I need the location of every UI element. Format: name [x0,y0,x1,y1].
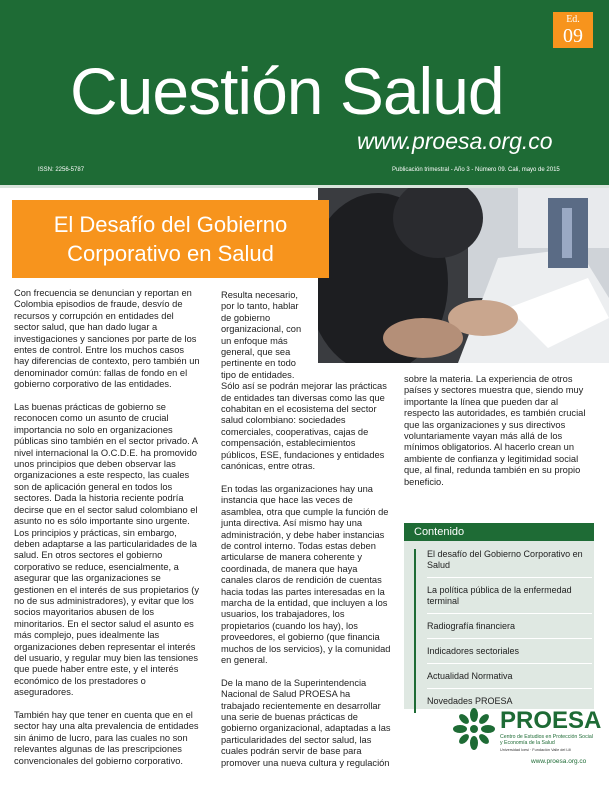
article-paragraph-continued: Sólo así se podrán mejorar las prácticas de entidades tan diversas como las que cohabitan en el ecosistema del sector salud colombiano: sociedades comerciales, cooperativas, cajas de compensación, establecimientos públicos, ESE, fundaciones y entidades canónicas, entre otras. [221,381,387,472]
contents-item[interactable]: Radiografía financiera [427,621,592,639]
logo-name: PROESA [500,707,602,734]
edition-label: Ed. [566,14,580,25]
logo-universities: Universidad Icesi · Fundación Valle del Lili [500,748,572,752]
logo-subtitle: Centro de Estudios en Protección Social y Economía de la Salud [500,734,593,746]
contents-item[interactable]: Indicadores sectoriales [427,646,592,664]
contents-item[interactable]: La política pública de la enfermedad terminal [427,585,592,614]
article-title-box [12,200,329,278]
proesa-logo-icon [452,707,496,751]
article-paragraph-narrow: Resulta necesario, por lo tanto, hablar de gobierno organizacional, con un enfoque más general, que sea pertinente en todo tipo de entidades. [221,290,302,380]
masthead-title: Cuestión Salud [70,54,504,128]
contents-item[interactable]: Actualidad Normativa [427,671,592,689]
edition-number: 09 [563,25,583,47]
masthead-banner [0,0,609,185]
edition-badge [553,12,593,48]
article-paragraph: Las buenas prácticas de gobierno se reconocen como un asunto de crucial importancia no solo en organizaciones públicas sino también en el sector privado. A nivel internacional la O.C.D.E. ha promovido unos principios que deben observar las organizaciones a este respecto, las cuales son de aplicación general en todos los sectores. Dada la historia reciente podría decirse que en el sector salud colombiano el asunto no es sólo importante sino urgente. Los principios y prácticas, sin embargo, deben adaptarse a las particularidades de la salud. En otros sectores el gobierno corporativo se reduce, esencialmente, a asegurar que las organizaciones se gestionen en el interés de sus propietarios (y no de sus administradores), y evitar que los socios mayoritarios abusen de los minoritarios. En el sector salud el asunto es más complejo, pues idealmente las organizaciones deben representar el interés del usuario, y regular muy bien las tensiones que puede haber entre este, y el interés económico de los prestadores o aseguradores. [14,402,200,698]
article-paragraph: sobre la materia. La experiencia de otros países y sectores muestra que, siendo muy importante la línea que pueden dar al respecto las autoridades, es también crucial que las organizaciones y sus directivos voluntariamente vayan más allá de los mínimos obligatorios. Al hacerlo crean un ambiente de confianza y legitimidad social que, al final, redunda también en su propio beneficio. [404,374,586,487]
contents-item[interactable]: El desafío del Gobierno Corporativo en Salud [427,549,592,578]
contents-heading: Contenido [404,523,594,541]
contents-list [414,549,594,713]
contents-item[interactable]: Novedades PROESA [427,696,513,706]
article-column-1 [14,288,201,778]
article-column-3 [404,374,594,499]
article-column-2 [221,290,391,780]
article-paragraph: En todas las organizaciones hay una instancia que hace las veces de asamblea, otra que cumple la función de junta directiva. Así mismo hay una administración, y debe haber instancias de control interno. Todas estas deben articularse de manera coherente y coordinada, de manera que haya canales claros de rendición de cuentas hacia todas las partes interesadas en la marcha de la entidad, que incluyen a los usuarios, los trabajadores, los propietarios (cuando los hay), los proveedores, el gobierno (que financia muchos de los servicios), y la comunidad en general. [221,483,391,665]
proesa-logo [452,705,602,765]
article-paragraph: Con frecuencia se denuncian y reportan en Colombia episodios de fraude, desvío de recursos y corrupción en entidades del sector salud, que han dado lugar a investigaciones y sanciones por parte de los entes de control. Entre los muchos casos hay diferencias de contexto, pero también un denominador común: fallas de fondo en el gobierno corporativo de las entidades. [14,288,200,390]
article-title: El Desafío del Gobierno Corporativo en Salud [53,212,288,266]
footer-website[interactable]: www.proesa.org.co [531,758,587,765]
masthead-website[interactable]: www.proesa.org.co [357,128,553,154]
table-of-contents [404,523,594,709]
issn: ISSN: 2256-5787 [38,167,85,173]
publication-info: Publicación trimestral - Año 3 - Número 09. Cali, mayo de 2015 [392,167,560,173]
article-paragraph: También hay que tener en cuenta que en el sector hay una alta prevalencia de entidades sin ánimo de lucro, para las cuales no son relevantes algunas de las prescripciones convencionales del gobierno corporativo. [14,710,199,766]
article-paragraph: De la mano de la Superintendencia Nacional de Salud PROESA ha trabajado recientemente en desarrollar una serie de buenas prácticas de gobierno organizacional, adaptadas a las particularidades del sector salud, las cuales podrán servir de base para promover una nueva cultura y regulación [221,677,391,768]
